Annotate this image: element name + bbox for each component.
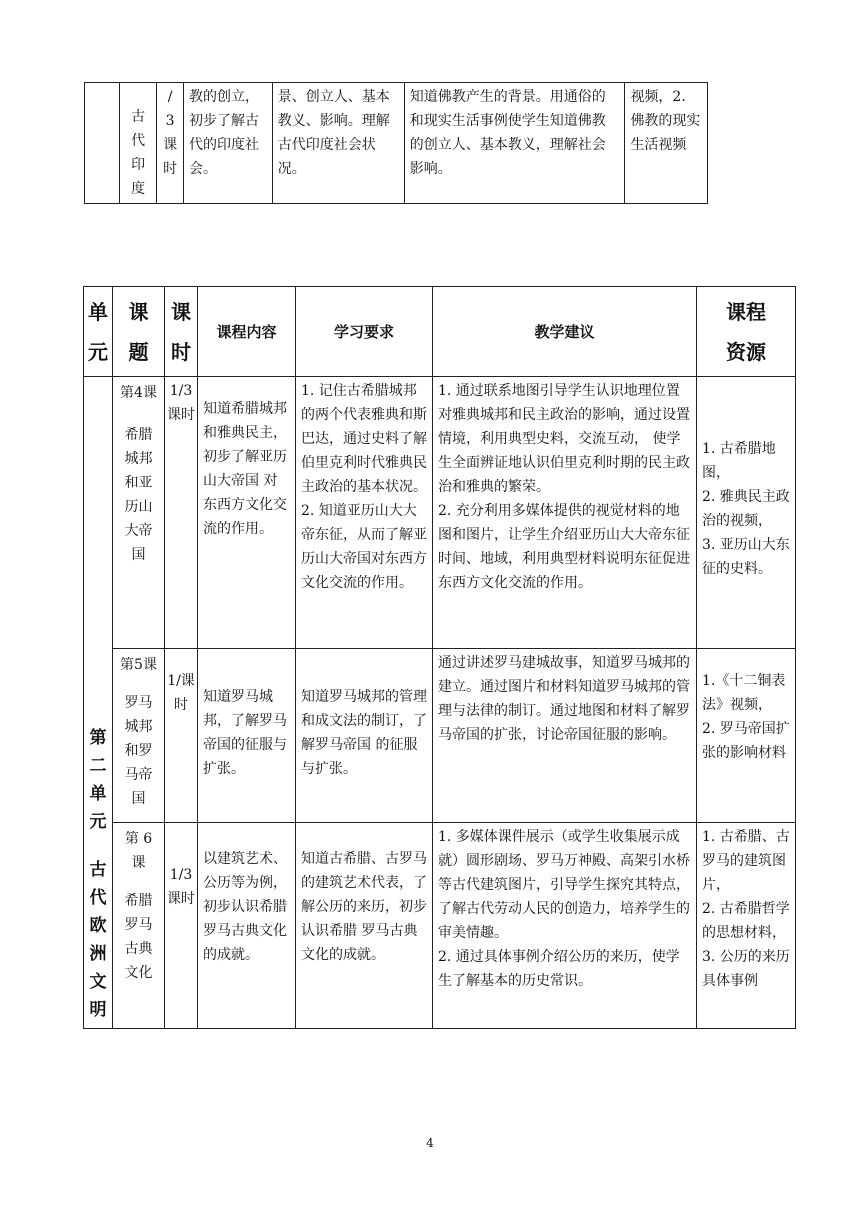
- unit-char: 第: [89, 728, 107, 748]
- header-resources-line: 课程: [726, 299, 766, 324]
- header-content: 课程内容: [198, 287, 296, 377]
- top-title-char: 度: [131, 181, 146, 197]
- lesson-number: 第5课: [120, 657, 157, 673]
- top-hours-char: /: [167, 89, 173, 105]
- unit-char: 明: [89, 1000, 107, 1020]
- lesson-suggestion: 通过讲述罗马建城故事，知道罗马城邦的建立。通过图片和材料知道罗马城邦的管理与法律的制订。通过地图和材料了解罗马帝国的扩张，讨论帝国征服的影响。: [433, 649, 697, 823]
- lesson-title: 罗马城邦和罗马帝国: [124, 695, 153, 807]
- lesson-requirement: 知道罗马城邦的管理和成文法的制订，了解罗马帝国 的征服与扩张。: [296, 649, 433, 823]
- lesson-resources: 1.《十二铜表法》视频， 2. 罗马帝国扩张的影响材料: [697, 649, 796, 823]
- unit-char: 单: [89, 784, 107, 804]
- header-suggestion: 教学建议: [433, 287, 697, 377]
- unit-char: 古: [89, 860, 107, 880]
- header-resources-line: 资源: [726, 339, 766, 364]
- top-resources: 视频，2. 佛教的现实生活视频: [625, 83, 708, 204]
- unit-char: 洲: [89, 944, 107, 964]
- unit-char: 文: [89, 972, 107, 992]
- top-hours-char: 时: [163, 161, 178, 177]
- top-title-char: 印: [131, 157, 146, 173]
- top-title-char: 代: [131, 133, 146, 149]
- lesson-content: 知道希腊城邦和雅典民主，初步了解亚历山大帝国 对东西方文化交流的作用。: [198, 377, 296, 649]
- header-hours: [165, 287, 198, 377]
- top-hours: [157, 83, 184, 204]
- lesson-suggestion: 1. 多媒体课件展示（或学生收集展示成就）圆形剧场、罗马万神殿、高架引水桥等古代建筑图片，引导学生探究其特点，了解古代劳动人民的创造力，培养学生的审美情趣。 2. 通过具体事例介绍公历的来历，使学生了解基本的历史常识。: [433, 823, 697, 1029]
- unit-char: 元: [89, 812, 107, 832]
- unit-spacer: [85, 836, 111, 856]
- lesson-cell: [113, 377, 165, 649]
- lesson-content: 以建筑艺术、公历等为例，初步认识希腊罗马古典文化的成就。: [198, 823, 296, 1029]
- lesson-title: 希腊城邦和亚历山大帝国: [124, 427, 153, 563]
- top-table: [84, 82, 708, 204]
- main-table: [83, 286, 796, 1029]
- top-hours-char: 3: [165, 113, 175, 129]
- header-lesson-char: 课: [128, 299, 149, 324]
- top-content: 教的创立，初步了解古代的印度社会。: [184, 83, 273, 204]
- top-lesson-title: [120, 83, 157, 204]
- lesson-resources: 1. 古希腊、古罗马的建筑图片， 2. 古希腊哲学的思想材料， 3. 公历的来历具体事例: [697, 823, 796, 1029]
- unit-char: 二: [89, 756, 107, 776]
- lesson-cell: [113, 823, 165, 1029]
- unit-label: [84, 377, 113, 1029]
- header-unit-char: 元: [88, 339, 108, 364]
- header-hours-char: 课: [171, 299, 191, 324]
- lesson-requirement: 1. 记住古希腊城邦的两个代表雅典和斯巴达，通过史料了解伯里克利时代雅典民主政治的基本状况。 2. 知道亚历山大大帝东征，从而了解亚历山大帝国对东西方文化交流的作用。: [296, 377, 433, 649]
- lesson-number: 第4课: [120, 385, 157, 401]
- unit-char: 代: [89, 888, 107, 908]
- header-lesson: [113, 287, 165, 377]
- lesson-resources: 1. 古希腊地图， 2. 雅典民主政治的视频， 3. 亚历山大东征的史料。: [697, 377, 796, 649]
- lesson-hours: 1/3课时: [165, 377, 198, 649]
- header-lesson-char: 题: [128, 339, 149, 364]
- page-number: 4: [426, 1136, 434, 1150]
- header-requirement: 学习要求: [296, 287, 433, 377]
- top-requirement: 景、创立人、基本教义、影响。理解古代印度社会状况。: [272, 83, 404, 204]
- header-resources: [697, 287, 796, 377]
- top-hours-char: 课: [163, 137, 178, 153]
- lesson-hours: 1/课时: [165, 649, 198, 823]
- top-title-char: 古: [131, 109, 146, 125]
- lesson-hours: 1/3课时: [165, 823, 198, 1029]
- top-unit-cell: [85, 83, 120, 204]
- top-suggestion: 知道佛教产生的背景。用通俗的和现实生活事例使学生知道佛教的创立人、基本教义，理解社会影响。: [404, 83, 625, 204]
- unit-char: 欧: [89, 916, 107, 936]
- header-unit: [84, 287, 113, 377]
- header-unit-char: 单: [88, 299, 108, 324]
- lesson-requirement: 知道古希腊、古罗马的建筑艺术代表，了解公历的来历，初步认识希腊 罗马古典文化的成就。: [296, 823, 433, 1029]
- lesson-suggestion: 1. 通过联系地图引导学生认识地理位置对雅典城邦和民主政治的影响，通过设置情境，利用典型史料，交流互动， 使学生全面辨证地认识伯里克利时期的民主政治和雅典的繁荣。 2. 充分利用多媒体提供的视觉材料的地图和图片，让学生介绍亚历山大大帝东征时间、地域，利用典型材料说明东征促进东西方文化交流的作用。: [433, 377, 697, 649]
- lesson-title: 希腊罗马古典文化: [124, 893, 153, 981]
- header-hours-char: 时: [171, 339, 191, 364]
- lesson-cell: [113, 649, 165, 823]
- lesson-number: 第 6 课: [124, 831, 153, 871]
- lesson-content: 知道罗马城邦，了解罗马帝国的征服与扩张。: [198, 649, 296, 823]
